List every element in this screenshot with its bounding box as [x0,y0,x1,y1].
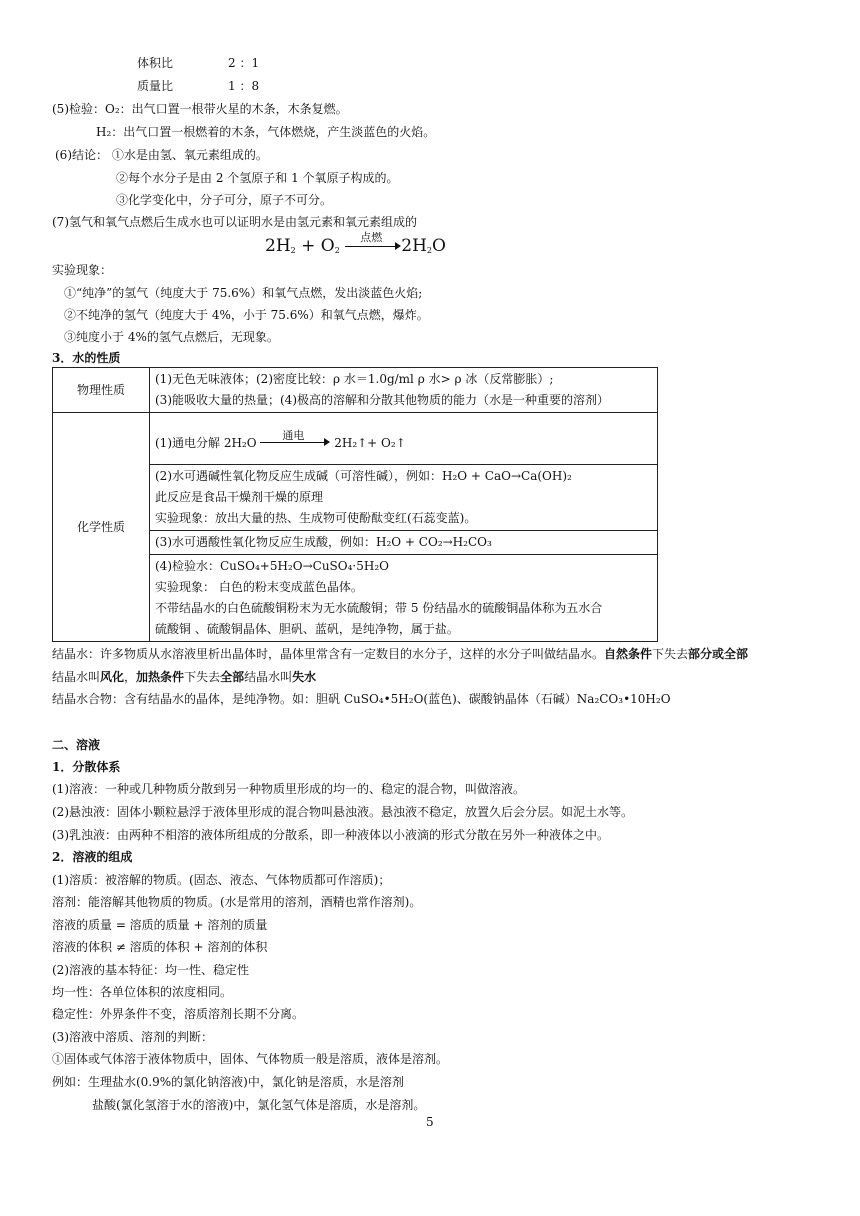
test-o2-line: (5)检验：O₂：出气口置一根带火星的木条，木条复燃。 [52,102,348,116]
solute-line: (1)溶质：被溶解的物质。(固态、液态、气体物质都可作溶质)； [52,873,391,887]
electrolysis-arrow: 通电 [260,438,330,448]
water-properties-table [52,367,658,642]
chem-row-electrolysis: (1)通电分解 2H₂O 通电 2H₂↑+ O₂↑ [150,413,658,465]
mass-ratio-value: 1 ：8 [228,79,260,93]
chemical-properties-head: 化学性质 [53,413,150,642]
page-number: 5 [426,1115,434,1129]
stability-line: 稳定性：外界条件不变，溶质溶剂长期不分离。 [52,1007,305,1021]
chem-row-test-water: (4)检验水：CuSO₄+5H₂O→CuSO₄·5H₂O 实验现象： 白色的粉末变成蓝色晶体。 不带结晶水的白色硫酸铜粉末为无水硫酸铜；带 5 份结晶水的硫酸铜晶体称为五水合 硫酸铜 、硫酸铜晶体、胆矾、蓝矾，是纯净物，属于盐。 [150,555,658,642]
example-saline: 例如：生理盐水(0.9%的氯化钠溶液)中，氯化钠是溶质，水是溶剂 [52,1075,404,1089]
phenomena-2: ②不纯净的氢气（纯度大于 4%，小于 75.6%）和氧气点燃，爆炸。 [64,308,429,322]
physical-properties-head: 物理性质 [53,368,150,413]
table-row [53,413,658,465]
mass-ratio-label: 质量比 [137,79,174,93]
conclusion-line-1: (6)结论： ①水是由氢、氧元素组成的。 [55,148,268,162]
phenomena-3: ③纯度小于 4%的氢气点燃后，无现象。 [64,330,279,344]
mass-relation: 溶液的质量 = 溶质的质量 + 溶剂的质量 [52,918,268,932]
subsection-dispersion: 1．分散体系 [52,760,121,774]
eq-reactant-o2: + O [295,236,335,256]
table-row [53,368,658,413]
solution-definition: (1)溶液：一种或几种物质分散到另一种物质里形成的均一的、稳定的混合物，叫做溶液。 [52,782,526,796]
phenomena-1: ①“纯净”的氢气（纯度大于 75.6%）和氧气点燃，发出淡蓝色火焰; [64,286,423,300]
volume-ratio-label: 体积比 [137,56,174,70]
subsection-composition: 2．溶液的组成 [52,850,133,864]
combustion-equation: $2H_2 + O_2$ 点燃 $2H_2O$ [265,230,446,256]
conclusion-line-3: ③化学变化中，分子可分，原子不可分。 [116,193,333,207]
example-hcl: 盐酸(氯化氢溶于水的溶液)中，氯化氢气体是溶质，水是溶剂。 [92,1098,426,1112]
solvent-line: 溶剂：能溶解其他物质的物质。(水是常用的溶剂，酒精也常作溶剂)。 [52,895,422,909]
physical-properties-cell: (1)无色无味液体；(2)密度比较：ρ 水＝1.0g/ml ρ 水> ρ 冰（反常膨胀）; (3)能吸收大量的热量；(4)极高的溶解和分散其他物质的能力（水是一种重要的溶剂） [150,368,658,413]
conclusion-line-2: ②每个水分子是由 2 个氢原子和 1 个氧原子构成的。 [116,171,399,185]
uniformity-line: 均一性：各单位体积的浓度相同。 [52,985,233,999]
chem-row-acidic-oxide: (3)水可遇酸性氧化物反应生成酸，例如：H₂O + CO₂→H₂CO₃ [150,531,658,555]
eq-product: 2H [401,236,427,256]
phenomena-label: 实验现象： [52,263,113,277]
chem-row-basic-oxide: (2)水可遇碱性氧化物反应生成碱（可溶性碱），例如：H₂O + CaO→Ca(OH)₂ 此反应是食品干燥剂干燥的原理 实验现象：放出大量的热、生成物可使酚酞变红(石蕊变蓝)。 [150,465,658,531]
features-line: (2)溶液的基本特征：均一性、稳定性 [52,963,249,977]
emulsion-definition: (3)乳浊液：由两种不相溶的液体所组成的分散系，即一种液体以小液滴的形式分散在另外一种液体之中。 [52,828,610,842]
section-2-title: 二、溶液 [52,738,101,752]
paragraph-7: (7)氢气和氧气点燃后生成水也可以证明水是由氢元素和氧元素组成的 [52,215,418,229]
hydrate-line: 结晶水合物：含有结晶水的晶体，是纯净物。如：胆矾 CuSO₄•5H₂O(蓝色)、碳酸钠晶体（石碱）Na₂CO₃•10H₂O [52,692,671,706]
reaction-arrow: 点燃 [345,242,401,252]
crystal-water-line-1: 结晶水：许多物质从水溶液里析出晶体时，晶体里常含有一定数目的水分子，这样的水分子叫做结晶水。自然条件下失去部分或全部 [52,647,749,661]
judgement-line: (3)溶液中溶质、溶剂的判断： [52,1030,213,1044]
eq-reactant-h2: 2H [265,236,291,256]
volume-relation: 溶液的体积 ≠ 溶质的体积 + 溶剂的体积 [52,940,268,954]
judgement-rule-1: ①固体或气体溶于液体物质中，固体、气体物质一般是溶质，液体是溶剂。 [52,1052,449,1066]
section-3-title: 3．水的性质 [52,351,121,365]
volume-ratio-value: 2 ：1 [228,56,260,70]
crystal-water-line-2: 结晶水叫风化，加热条件下失去全部结晶水叫失水 [52,670,317,684]
suspension-definition: (2)悬浊液：固体小颗粒悬浮于液体里形成的混合物叫悬浊液。悬浊液不稳定，放置久后会分层。如泥土水等。 [52,805,634,819]
test-h2-line: H₂：出气口置一根燃着的木条，气体燃烧，产生淡蓝色的火焰。 [96,125,436,139]
